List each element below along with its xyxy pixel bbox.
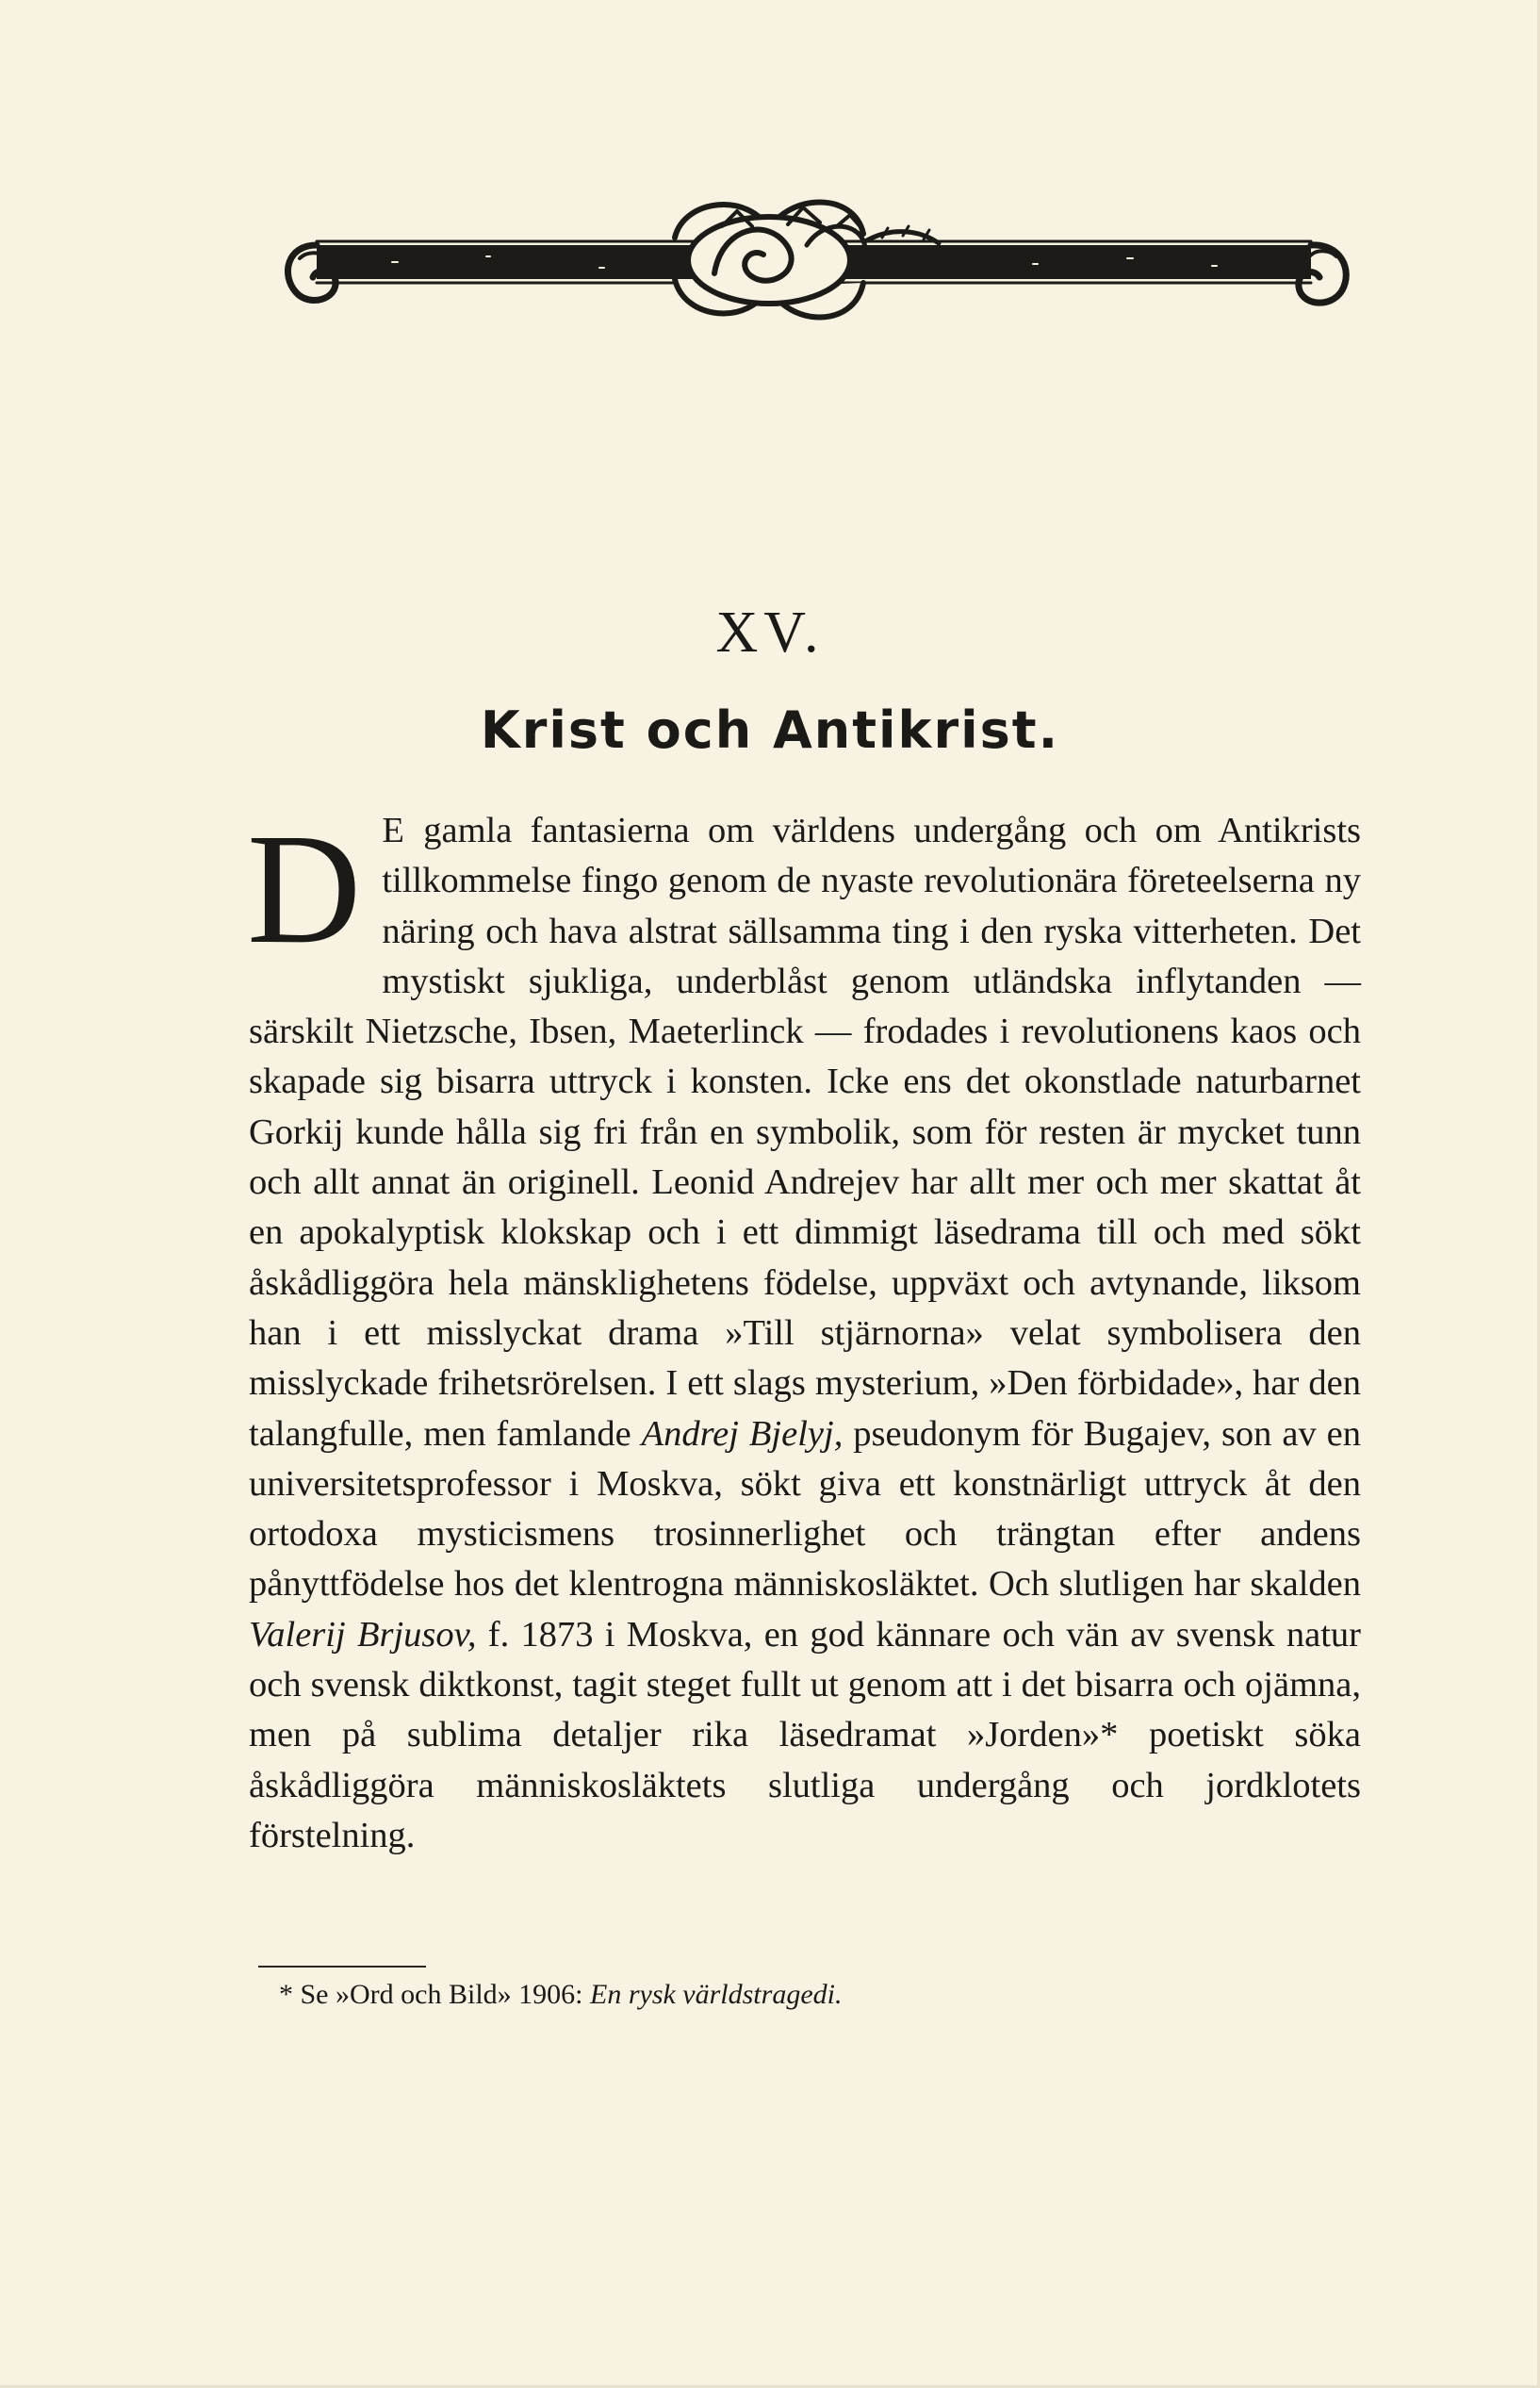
chapter-title: Krist och Antikrist. <box>480 700 1060 760</box>
body-paragraph-part-1: gamla fantasierna om världens undergång och om Antikrists tillkommelse fingo genom de nyaste revolutionära företeelserna ny näring och hava alstrat sällsamma ting i den ryska vitterheten. Det mystiskt sjukliga, underblåst genom utländska inflytanden — särskilt Nietzsche, Ibsen, Maeterlinck — frodades i revolutionens kaos och skapade sig bisarra uttryck i konsten. Icke ens det okonstlade naturbarnet Gorkij kunde hålla sig fri från en symbolik, som för resten är mycket tunn och allt annat än originell. Leonid Andrejev har allt mer och mer skattat åt en apokalyptisk klokskap och i ett dimmigt läsedrama till och med sökt åskådliggöra hela mänsklighetens födelse, uppväxt och avtynande, liksom han i ett misslyckat drama »Till stjärnorna» velat symbolisera den misslyckade frihetsrörelsen. I ett slags mysterium, »Den förbidade», har den talangfulle, men famlande <box>249 811 1361 1454</box>
drop-cap: D <box>247 801 362 977</box>
chapter-number: XV. <box>715 601 825 665</box>
ornamental-header-band <box>279 189 1355 330</box>
footnote <box>279 1976 1316 2014</box>
body-paragraph-part-3: f. 1873 i Moskva, en god kännare och vän av svensk natur och svensk diktkonst, tagit steget fullt ut genom att i det bisarra och ojämna, men på sublima detaljer rika läsedramat »Jorden»* poetiskt söka åskådliggöra människosläktets slutliga undergång och jordklotets förstelning. <box>249 1614 1361 1855</box>
lead-letter: E <box>382 811 405 850</box>
footnote-text: * Se »Ord och Bild» 1906: <box>279 1979 590 2010</box>
footnote-divider <box>258 1966 426 1968</box>
author-name-bjelyj: Andrej Bjelyj, <box>641 1413 844 1454</box>
chapter-body <box>247 801 1362 1861</box>
author-name-brjusov: Valerij Brjusov, <box>249 1614 477 1655</box>
footnote-title: En rysk världstragedi. <box>590 1979 843 2010</box>
body-paragraph-part-2: pseudonym för Bugajev, son av en universitetsprofessor i Moskva, sökt giva ett konstnärligt uttryck åt den ortodoxa mysticismens trosinnerlighet och trängtan efter andens pånyttfödelse hos det klentrogna människosläktet. Och slutligen har skalden <box>249 1413 1362 1605</box>
